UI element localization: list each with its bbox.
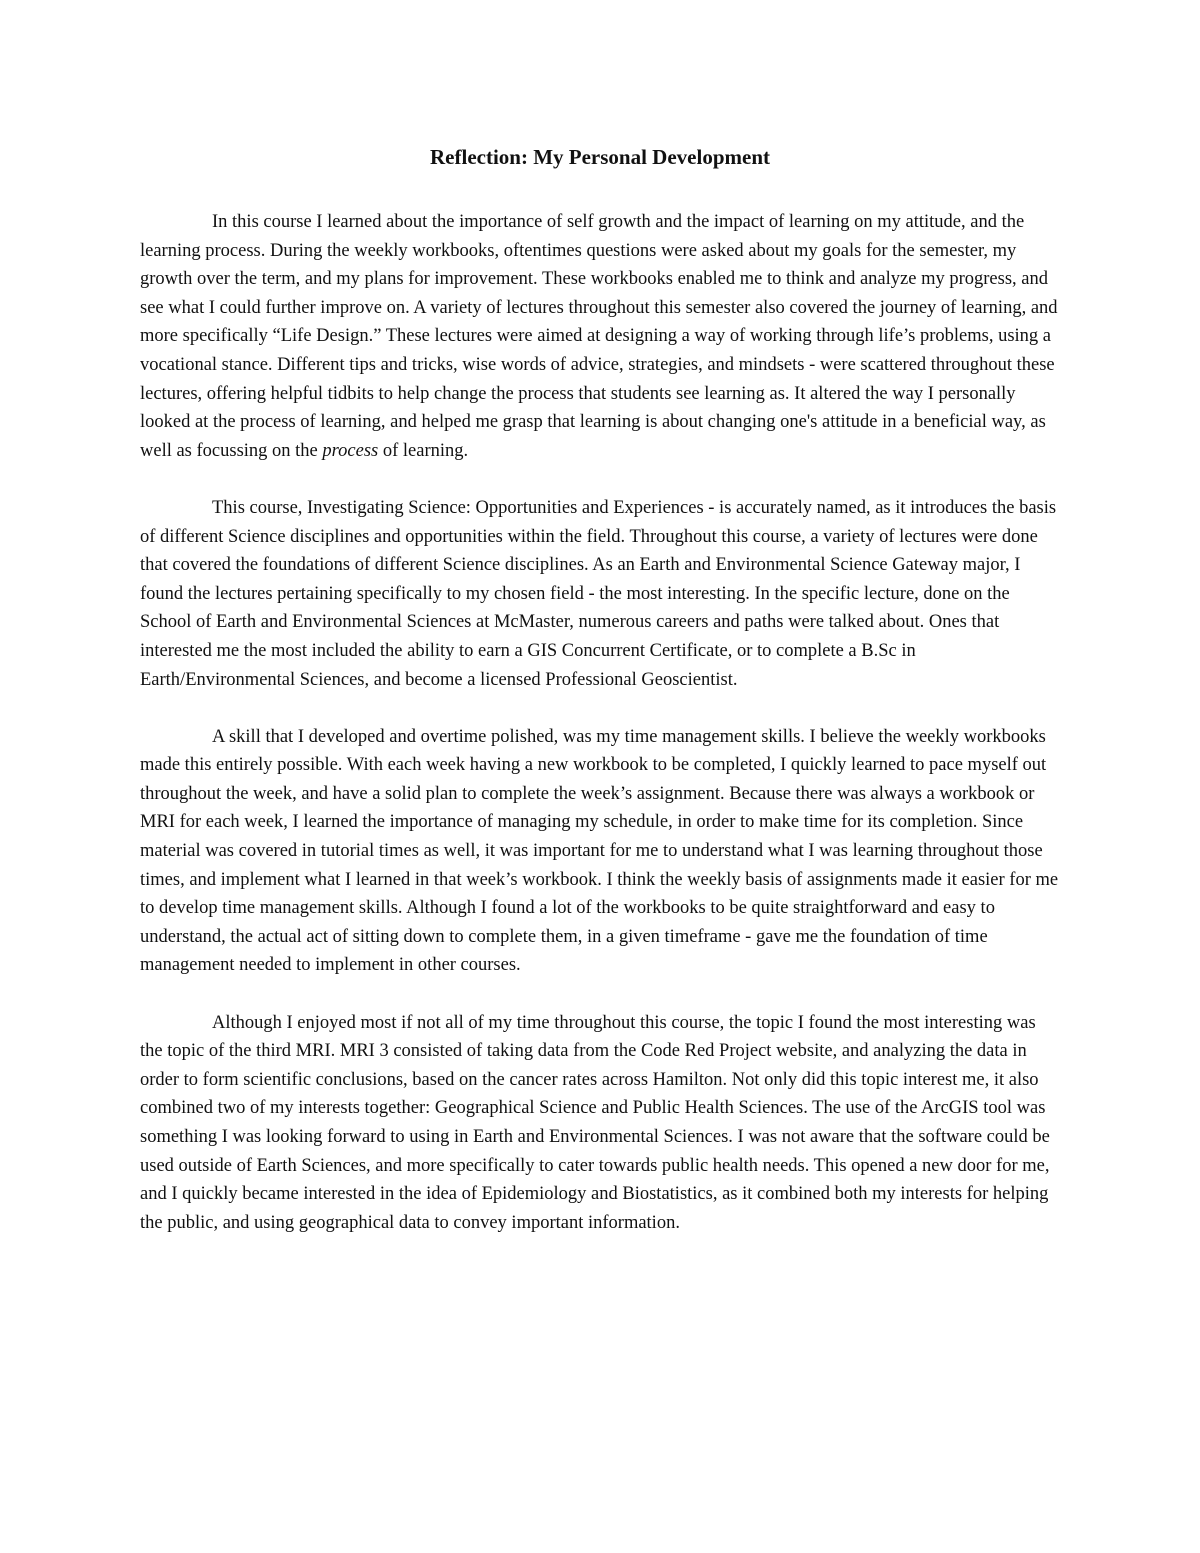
paragraph-1-text-end: of learning.: [378, 440, 469, 461]
paragraph-2: This course, Investigating Science: Opportunities and Experiences - is accurately named, as it introduces the basis of different Science disciplines and opportunities within the field. Throughout this course, a variety of lectures were done that covered the foundations of different Science disciplines. As an Earth and Environmental Science Gateway major, I found the lectures pertaining specifically to my chosen field - the most interesting. In the specific lecture, done on the School of Earth and Environmental Sciences at McMaster, numerous careers and paths were talked about. Ones that interested me the most included the ability to earn a GIS Concurrent Certificate, or to complete a B.Sc in Earth/Environmental Sciences, and become a licensed Professional Geoscientist.: [140, 497, 1057, 690]
paragraph-1-emphasis: process: [322, 440, 379, 461]
document-page: [140, 140, 1060, 1237]
paragraph-4: Although I enjoyed most if not all of my time throughout this course, the topic I found the most interesting was the topic of the third MRI. MRI 3 consisted of taking data from the Code Red Project website, and analyzing the data in order to form scientific conclusions, based on the cancer rates across Hamilton. Not only did this topic interest me, it also combined two of my interests together: Geographical Science and Public Health Sciences. The use of the ArcGIS tool was something I was looking forward to using in Earth and Environmental Sciences. I was not aware that the software could be used outside of Earth Sciences, and more specifically to cater towards public health needs. This opened a new door for me, and I quickly became interested in the idea of Epidemiology and Biostatistics, as it combined both my interests for helping the public, and using geographical data to convey important information.: [140, 1012, 1050, 1233]
paragraph-3: A skill that I developed and overtime polished, was my time management skills. I believe the weekly workbooks made this entirely possible. With each week having a new workbook to be completed, I quickly learned to pace myself out throughout the week, and have a solid plan to complete the week’s assignment. Because there was always a workbook or MRI for each week, I learned the importance of managing my schedule, in order to make time for its completion. Since material was covered in tutorial times as well, it was important for me to understand what I was learning throughout those times, and implement what I learned in that week’s workbook. I think the weekly basis of assignments made it easier for me to develop time management skills. Although I found a lot of the workbooks to be quite straightforward and easy to understand, the actual act of sitting down to complete them, in a given timeframe - gave me the foundation of time management needed to implement in other courses.: [140, 726, 1059, 976]
paragraph-1-text: In this course I learned about the importance of self growth and the impact of learning on my attitude, and the learning process. During the weekly workbooks, oftentimes questions were asked about my goals for the semester, my growth over the term, and my plans for improvement. These workbooks enabled me to think and analyze my progress, and see what I could further improve on. A variety of lectures throughout this semester also covered the journey of learning, and more specifically “Life Design.” These lectures were aimed at designing a way of working through life’s problems, using a vocational stance. Different tips and tricks, wise words of advice, strategies, and mindsets - were scattered throughout these lectures, offering helpful tidbits to help change the process that students see learning as. It altered the way I personally looked at the process of learning, and helped me grasp that learning is about changing one's attitude in a beneficial way, as well as focussing on the: [140, 212, 1058, 461]
paragraph-1: [140, 208, 1060, 465]
document-title: Reflection: My Personal Development: [430, 145, 770, 169]
